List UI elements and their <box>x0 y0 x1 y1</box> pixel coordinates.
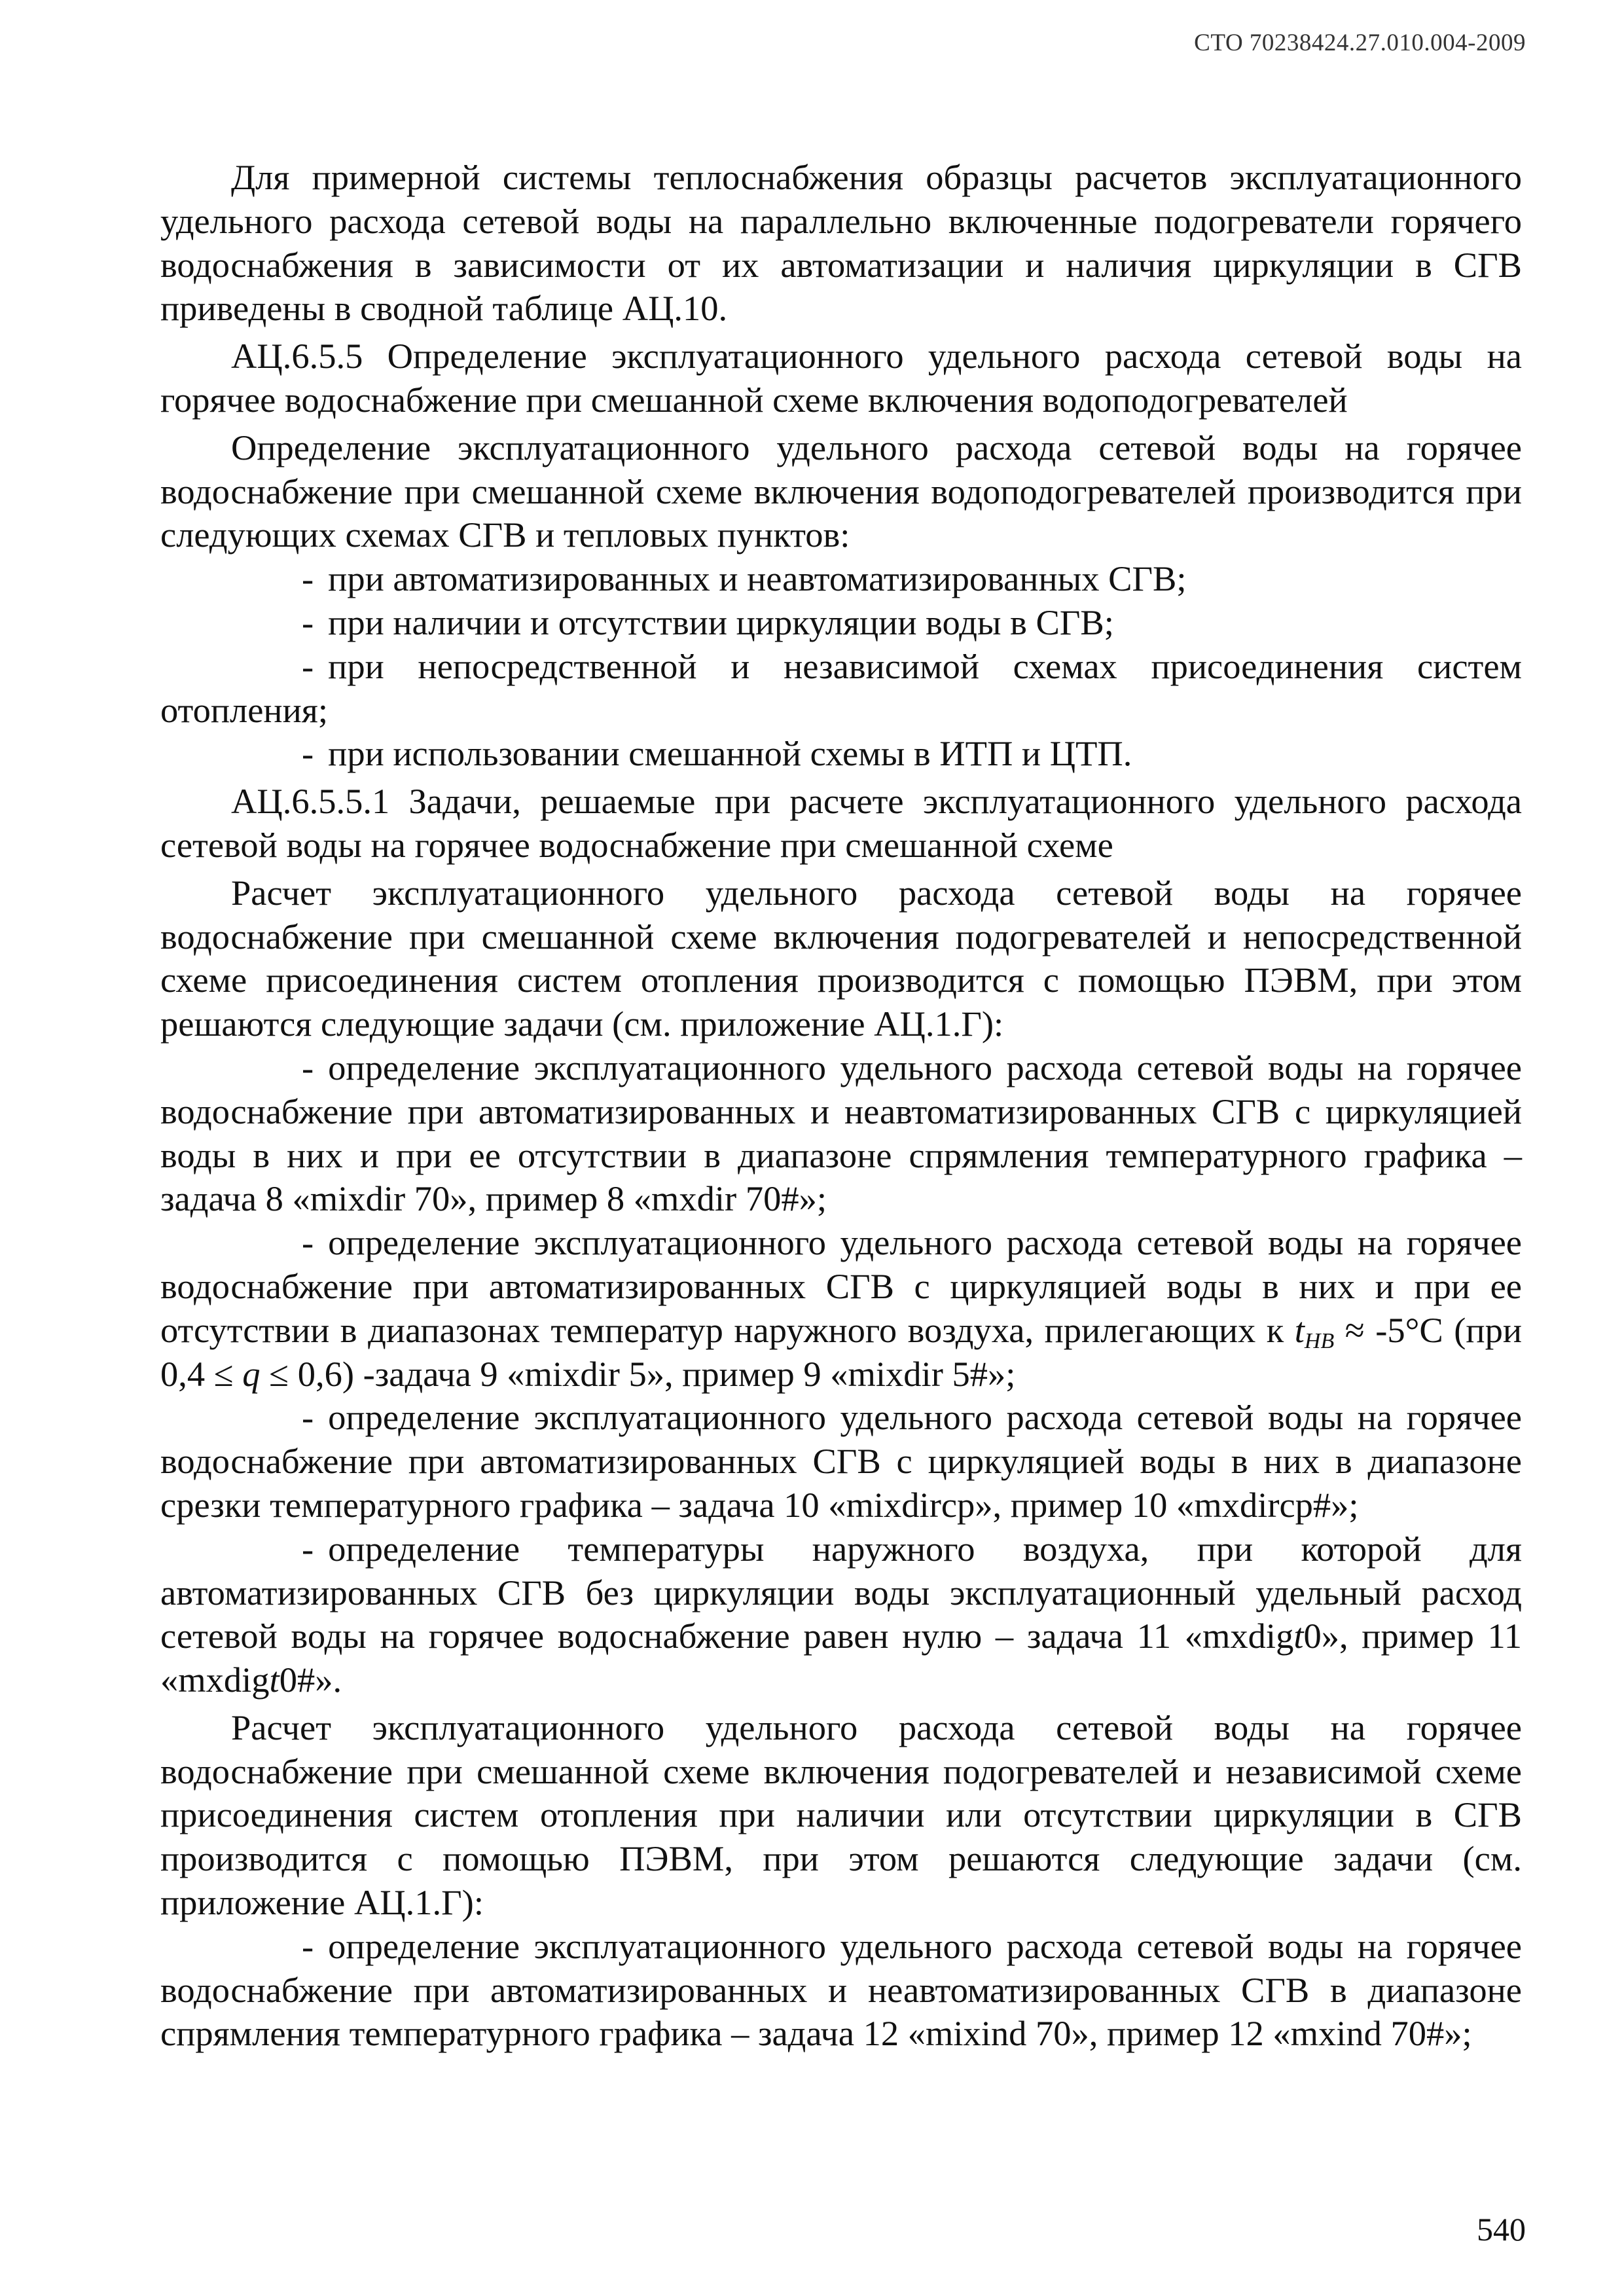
list-item-text: определение эксплуатационного удельного расхода сетевой воды на горячее водоснабжение при автоматизированных и неавтоматизированных СГВ с циркуляцией воды в них и при ее отсутствии в диапазоне спрямления температурного графика – задача 8 «mixdir 70», пример 8 «mxdir 70#»; <box>160 1047 1522 1219</box>
page-number: 540 <box>1477 2211 1526 2248</box>
list-item-text: при автоматизированных и неавтоматизированных СГВ; <box>328 558 1187 599</box>
paragraph-direct-scheme: Расчет эксплуатационного удельного расхода сетевой воды на горячее водоснабжение при смешанной схеме включения подогревателей и непосредственной схеме присоединения систем отопления производится с помощью ПЭВМ, при этом решаются следующие задачи (см. приложение АЦ.1.Г): <box>160 872 1522 1044</box>
list-item-text: определение эксплуатационного удельного расхода сетевой воды на горячее водоснабжение при автоматизированных СГВ с циркуляцией воды в них и при ее отсутствии в диапазонах температур наружного воздуха, прилегающих к <box>160 1222 1522 1350</box>
variable-t-subscript: НВ <box>1304 1328 1335 1353</box>
paragraph-intro: Для примерной системы теплоснабжения образцы расчетов эксплуатационного удельного расхода сетевой воды на параллельно включенные подогреватели горячего водоснабжения в зависимости от их автоматизации и наличия циркуляции в СГВ приведены в сводной таблице АЦ.10. <box>160 157 1522 329</box>
paragraph-schemes: Определение эксплуатационного удельного расхода сетевой воды на горячее водоснабжение при смешанной схеме включения водоподогревателей производится при следующих схемах СГВ и тепловых пунктов: <box>160 427 1522 555</box>
section-heading-ac-6-5-5: АЦ.6.5.5 Определение эксплуатационного удельного расхода сетевой воды на горячее водоснабжение при смешанной схеме включения водоподогревателей <box>160 336 1522 420</box>
list-dash: - <box>302 1925 314 1966</box>
list-item-text: при использовании смешанной схемы в ИТП и ЦТП. <box>328 733 1132 774</box>
list-item-text: ≤ 0,6) -задача 9 «mixdir 5», пример 9 «mixdir 5#»; <box>260 1353 1016 1394</box>
list-item <box>160 645 1522 733</box>
list-item <box>160 1396 1522 1527</box>
list-dash: - <box>302 1047 314 1087</box>
list-dash: - <box>302 646 314 686</box>
list-item <box>160 1221 1522 1396</box>
list-item-text: определение температуры наружного воздуха, при которой для автоматизированных СГВ без циркуляции воды эксплуатационный удельный расход сетевой воды на горячее водоснабжение равен нулю – задача 11 «mxdig <box>160 1528 1522 1656</box>
list-dash: - <box>302 602 314 642</box>
list-dash: - <box>302 733 314 774</box>
variable-t: t <box>1293 1616 1304 1656</box>
list-dash: - <box>302 558 314 599</box>
document-body <box>160 156 1522 2056</box>
list-item-text: при наличии и отсутствии циркуляции воды в СГВ; <box>328 602 1114 642</box>
list-item-text: при непосредственной и независимой схемах присоединения систем отопления; <box>160 646 1522 730</box>
list-item <box>160 1527 1522 1702</box>
variable-q: q <box>242 1353 261 1394</box>
list-item <box>160 601 1522 645</box>
section-heading-ac-6-5-5-1: АЦ.6.5.5.1 Задачи, решаемые при расчете эксплуатационного удельного расхода сетевой воды на горячее водоснабжение при смешанной схеме <box>160 781 1522 865</box>
list-dash: - <box>302 1222 314 1263</box>
list-dash: - <box>302 1397 314 1438</box>
list-item-text: определение эксплуатационного удельного расхода сетевой воды на горячее водоснабжение при автоматизированных СГВ с циркуляцией воды в них в диапазоне срезки температурного графика – задача 10 «mixdircp», пример 10 «mxdircp#»; <box>160 1397 1522 1525</box>
list-item-text: 0#». <box>279 1660 342 1700</box>
paragraph-independent-scheme: Расчет эксплуатационного удельного расхода сетевой воды на горячее водоснабжение при смешанной схеме включения подогревателей и независимой схеме присоединения систем отопления при наличии или отсутствии циркуляции в СГВ производится с помощью ПЭВМ, при этом решаются следующие задачи (см. приложение АЦ.1.Г): <box>160 1707 1522 1923</box>
list-item <box>160 732 1522 776</box>
list-item-text: ≈ -5°С (при 0,4 ≤ <box>160 1309 1523 1394</box>
document-code-header: СТО 70238424.27.010.004-2009 <box>1194 29 1526 56</box>
list-item <box>160 1046 1522 1221</box>
list-dash: - <box>302 1528 314 1569</box>
variable-t: t <box>1294 1309 1305 1350</box>
list-item <box>160 557 1522 601</box>
variable-t: t <box>269 1660 280 1700</box>
list-item-text: 0», пример 11 «mxdig <box>160 1616 1522 1700</box>
list-item <box>160 1925 1522 2056</box>
list-item-text: определение эксплуатационного удельного расхода сетевой воды на горячее водоснабжение при автоматизированных и неавтоматизированных СГВ в диапазоне спрямления температурного графика – задача 12 «mixind 70», пример 12 «mxind 70#»; <box>160 1925 1522 2054</box>
